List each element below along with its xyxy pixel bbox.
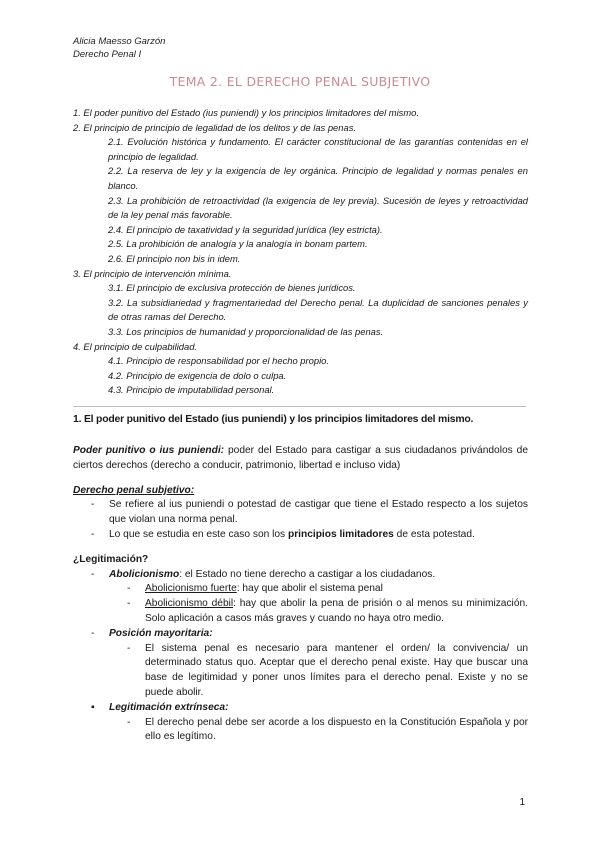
list-item [73,701,528,716]
toc-item: 2.5. La prohibición de analogía y la analogía in bonam partem. [108,238,368,250]
dash-bullet: - [127,598,131,610]
header-course: Derecho Penal I [73,48,142,60]
term: Abolicionismo fuerte [145,583,237,595]
toc-item: 4.3. Principio de imputabilidad personal. [108,384,275,396]
toc-item: 4. El principio de culpabilidad. [73,340,198,352]
text: poder del Estado para castigar a sus ciudadanos privándolos de ciertos derechos (derecho a conducir, patrimonio, libertad e incluso vida) [73,445,528,471]
list-item [73,627,528,642]
dash-bullet: - [91,528,95,540]
toc-item: 2.1. Evolución histórica y fundamento. El carácter constitucional de las garantías contenidas en el principio de legalidad. [108,136,528,162]
text: Lo que se estudia en este caso son los [109,528,288,540]
body-content [73,444,528,745]
toc-item: 2.4. El principio de taxatividad y la seguridad jurídica (ley estricta). [108,223,383,235]
text: : hay que abolir el sistema penal [236,583,383,595]
heading-legitimacion [73,553,528,568]
dash-bullet: - [91,568,95,580]
toc-item: 2.3. La prohibición de retroactividad (la exigencia de ley previa). Sucesión de leyes y retroactividad de la ley penal más favorable. [108,194,528,221]
dash-bullet: - [91,627,95,639]
toc-item: 3.3. Los principios de humanidad y proporcionalidad de las penas. [108,325,384,337]
dash-bullet: - [91,499,95,511]
text: El sistema penal es necesario para mantener el orden/ la convivencia/ un determinado status quo. Aceptar que el derecho penal existe. Hay que buscar una base de legitimidad y poner unos límites para el derecho penal. Existe y no se puede abolir. [145,642,528,698]
dash-bullet: - [127,642,131,654]
toc-item: 4.2. Principio de exigencia de dolo o culpa. [108,369,287,381]
list-item [73,528,528,543]
list-subitem [73,597,528,627]
subheading: Derecho penal subjetivo: [73,484,195,496]
section-heading: 1. El poder punitivo del Estado (ius puniendi) y los principios limitadores del mismo. [73,414,474,425]
subheading: ¿Legitimación? [73,553,149,565]
toc-item: 2. El principio de principio de legalidad de los delitos y de las penas. [73,121,356,133]
page-number: 1 [519,797,525,808]
text: de esta potestad. [393,528,475,540]
term: Abolicionismo débil [145,598,234,610]
dash-bullet: - [127,716,131,728]
toc-item: 3.2. La subsidiariedad y fragmentariedad del Derecho penal. La duplicidad de sanciones penales y de otras ramas del Derecho. [108,296,528,323]
page-header [73,36,165,61]
table-of-contents [73,106,528,398]
text: : hay que abolir la pena de prisión o al menos su minimización. Solo aplicación a casos más graves y cuando no haya otro medio. [145,598,528,624]
square-bullet: ▪ [91,701,95,713]
term: Abolicionismo [109,568,180,580]
list-item [73,568,528,583]
list-subitem [73,642,528,701]
text: : el Estado no tiene derecho a castigar a los ciudadanos. [179,568,436,580]
list-subitem [73,582,528,597]
horizontal-divider [73,406,526,407]
term: Posición mayoritaria: [109,627,213,639]
bold-text: principios limitadores [287,528,394,540]
text: El derecho penal debe ser acorde a los dispuesto en la Constitución Española y por ello es legítimo. [145,716,528,743]
toc-item: 2.6. El principio non bis in idem. [108,252,241,264]
toc-item: 3.1. El principio de exclusiva protección de bienes jurídicos. [108,282,356,294]
paragraph-ius-puniendi [73,444,528,474]
term: Legitimación extrínseca: [109,701,229,713]
header-author: Alicia Maesso Garzón [73,36,166,47]
heading-derecho-penal-subjetivo [73,484,528,499]
list-subitem [73,716,528,746]
term: Poder punitivo o ius puniendi: [73,445,225,456]
toc-item: 4.1. Principio de responsabilidad por el hecho propio. [108,355,329,367]
toc-item: 2.2. La reserva de ley y la exigencia de ley orgánica. Principio de legalidad y normas penales en blanco. [108,165,528,191]
list-item [73,498,528,528]
toc-item: 1. El poder punitivo del Estado (ius puniendi) y los principios limitadores del mismo. [73,107,420,118]
toc-item: 3. El principio de intervención mínima. [73,267,232,279]
dash-bullet: - [127,583,131,595]
document-title: TEMA 2. EL DERECHO PENAL SUBJETIVO [169,74,431,89]
text: Se refiere al ius puniendi o potestad de castigar que tiene el Estado respecto a los sujetos que violan una norma penal. [109,499,528,526]
